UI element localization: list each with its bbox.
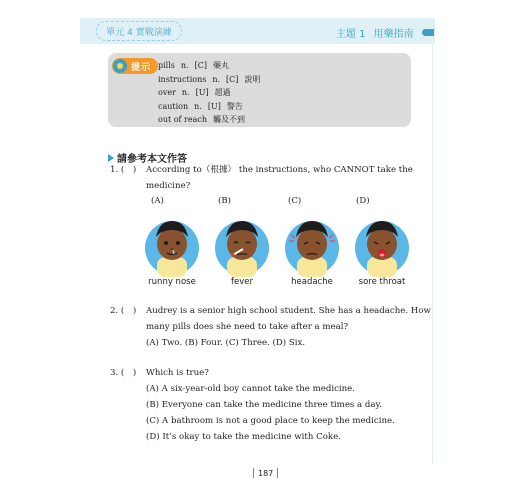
question-option: (A) A six-year-old boy cannot take the medicine. [146,384,356,394]
theme-label-group [336,25,434,40]
vocab-tag: [U] [207,101,221,111]
question-1 [110,162,413,194]
question-option: (B) Everyone can take the medicine three times a day. [146,400,382,410]
vocab-meaning: 藥丸 [212,61,229,70]
question-option: (D) It’s okay to take the medicine with Coke. [146,432,341,442]
tab-marker-icon [422,29,434,36]
vocab-item [158,113,260,127]
page-number-group [253,468,278,478]
option-label: (B) [218,196,232,206]
vocab-meaning: 觸及不到 [213,115,246,124]
question-option: (C) A bathroom is not a good place to keep the medicine. [146,416,395,426]
theme-label: 主題 1 [336,29,366,40]
question-options: (A) Two. (B) Four. (C) Three. (D) Six. [146,338,306,348]
question-text: Which is true? [146,368,209,378]
vocab-word: caution [158,101,189,111]
vocab-pos: n. [180,61,189,70]
vocab-tag: [C] [194,61,207,70]
figure-caption: fever [231,277,253,287]
figure-caption: headache [291,277,333,287]
question-text: According to（根據） the instructions, who CANNOT take the [146,165,413,175]
vocab-meaning: 警告 [226,101,243,111]
vocab-word: out of reach [158,115,208,124]
question-text: Audrey is a senior high school student. She has a headache. How [146,306,431,316]
vocab-item [158,86,260,100]
page-number: 187 [258,468,274,478]
vocab-meaning: 超過 [214,88,231,97]
vocab-item [158,73,260,87]
question-3 [110,365,395,445]
question-text: medicine? [146,181,191,191]
margin-rule [432,44,433,464]
triangle-bullet-icon [108,154,114,162]
hint-badge [112,58,158,74]
lightbulb-icon [113,59,127,73]
vocab-word: pills [158,61,175,70]
figure-fever [207,213,277,291]
vocab-item [158,59,260,73]
figure-headache [277,213,347,291]
theme-title: 用藥指南 [373,29,414,40]
vocab-pos: n. [212,74,221,84]
vocab-item [158,100,260,114]
section-title-text: 請參考本文作答 [117,154,187,165]
divider [253,468,254,478]
figure-caption: runny nose [148,277,196,287]
question-number: 1. ( ) [110,165,137,175]
question-2 [110,303,431,351]
vocab-tag: [U] [195,88,209,97]
figure-caption: sore throat [358,277,406,287]
vocab-meaning: 說明 [244,74,261,84]
question-number: 3. ( ) [110,368,137,378]
vocab-pos: n. [194,101,202,111]
question-number: 2. ( ) [110,306,137,316]
option-label: (A) [151,196,164,206]
vocab-tag: [C] [226,74,239,84]
figure-sore-throat [347,213,417,291]
figure-runny-nose [137,213,207,291]
vocab-pos: n. [181,88,190,97]
vocab-word: instructions [158,74,207,84]
vocab-word: over [158,88,176,97]
divider [277,468,278,478]
question-text: many pills does she need to take after a meal? [146,322,349,332]
option-label: (C) [288,196,302,206]
option-label: (D) [356,196,370,206]
hint-badge-label: 提示 [131,62,152,73]
unit-label: 單元 4 實戰演練 [96,21,182,41]
vocab-list [158,59,260,127]
